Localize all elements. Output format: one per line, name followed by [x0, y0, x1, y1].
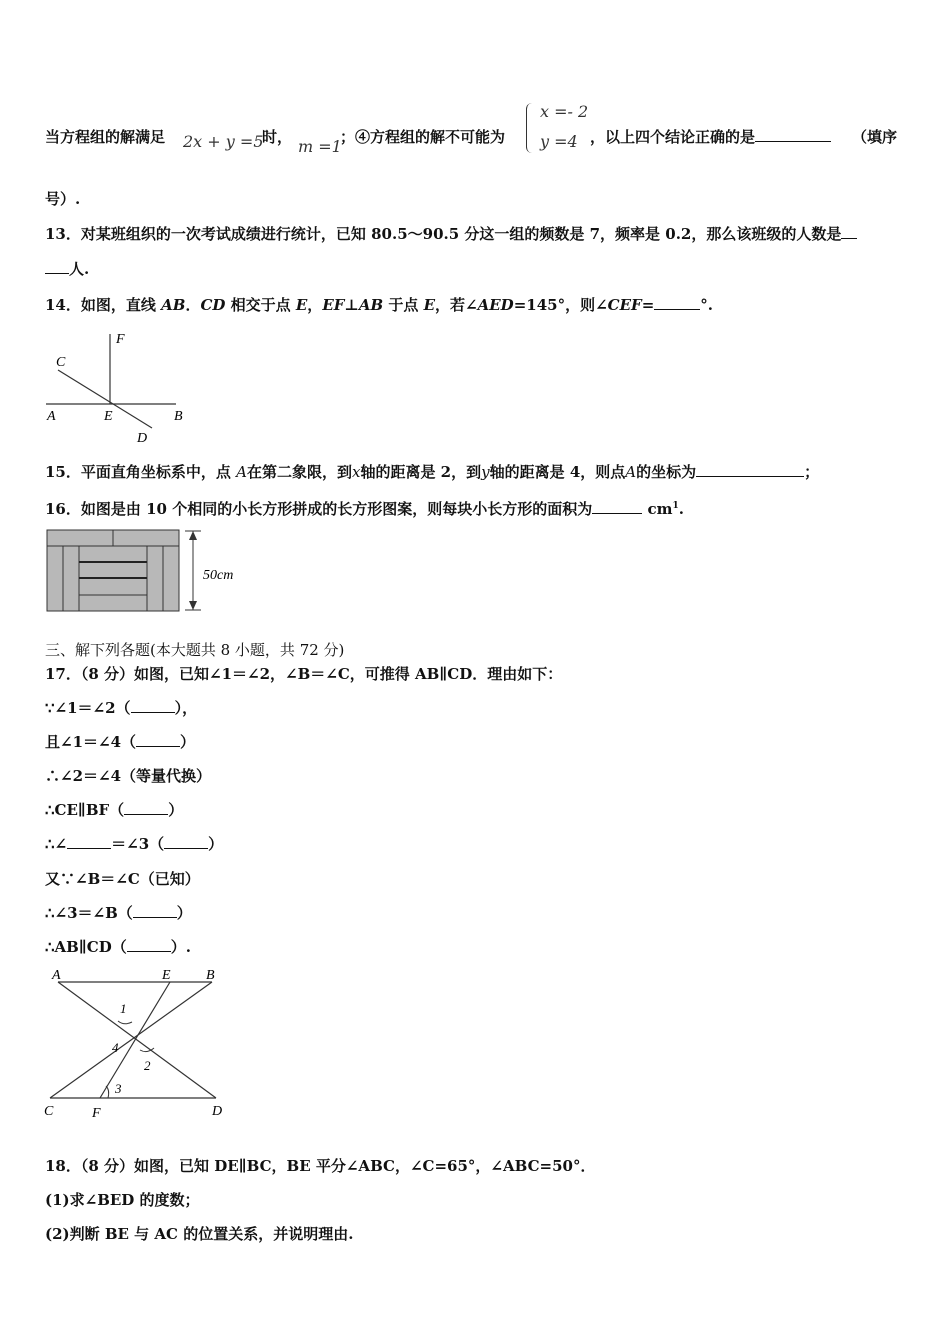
q16-dimension-label: 50cm [203, 568, 234, 583]
q17-line-ef [100, 982, 170, 1098]
q15-text: 15．平面直角坐标系中，点 A在第二象限，到x轴的距离是 2，到y轴的距离是 4，则点A的坐标为 ； [45, 463, 820, 481]
q17-intro: 17．（8 分）如图，已知∠1＝∠2，∠B＝∠C，可推得 AB∥CD．理由如下： [45, 665, 563, 683]
q17-blank-2[interactable] [136, 732, 180, 747]
q16-figure [45, 528, 255, 616]
q12-text-e: （填序 [852, 128, 898, 146]
q14-figure [40, 328, 200, 448]
q12-system-brace [526, 103, 535, 153]
q17-figure [40, 962, 240, 1122]
q14-label-a: A [47, 409, 56, 424]
q12-text-c: ；④方程组的解不可能为 [340, 128, 506, 146]
q17-blank-7[interactable] [133, 903, 177, 918]
q13-answer-blank-b[interactable] [45, 259, 69, 274]
q17-blank-5a[interactable] [67, 834, 111, 849]
q14-label-e: E [104, 409, 113, 424]
q17-blank-8[interactable] [127, 937, 171, 952]
q12-line2: 号）. [45, 190, 81, 208]
q14-label-c: C [56, 355, 66, 370]
q17-blank-5b[interactable] [164, 834, 208, 849]
q17-step-4: ∴CE∥BF（ ） [45, 801, 184, 819]
q14-label-f: F [116, 332, 125, 347]
q14-label-d: D [137, 431, 148, 446]
q17-step-8: ∴AB∥CD（ ）. [45, 938, 191, 956]
q17-blank-4[interactable] [124, 800, 168, 815]
q14-label-b: B [174, 409, 183, 424]
q17-line-bc [50, 982, 212, 1098]
q17-angle-3: 3 [115, 1081, 122, 1096]
q17-angle-1: 1 [120, 1001, 127, 1016]
q14-text: 14．如图，直线 AB．CD 相交于点 E，EF⊥AB 于点 E，若∠AED=145°，则∠CEF= °. [45, 296, 713, 314]
q18-intro: 18．（8 分）如图，已知 DE∥BC，BE 平分∠ABC，∠C=65°，∠ABC=50°． [45, 1157, 596, 1175]
q17-label-c: C [44, 1104, 54, 1119]
q16-text: 16．如图是由 10 个相同的小长方形拼成的长方形图案，则每块小长方形的面积为 $cm^1$. [45, 500, 684, 518]
q12-system-x: x =- 2 [540, 102, 589, 121]
q17-label-d: D [212, 1104, 223, 1119]
q15-answer-blank[interactable] [696, 462, 804, 477]
q17-step-2: 且∠1＝∠4（ ） [45, 733, 196, 751]
q17-label-f: F [92, 1106, 101, 1121]
q17-blank-1[interactable] [131, 698, 175, 713]
q13-answer-blank-a[interactable] [841, 224, 857, 239]
q12-line1: 当方程组的解满足 [45, 128, 166, 146]
section3-heading: 三、解下列各题(本大题共 8 小题，共 72 分) [45, 641, 345, 659]
q17-step-3: ∴∠2＝∠4（等量代换） [45, 767, 212, 785]
q17-angle-4: 4 [112, 1040, 119, 1055]
q18-part1: (1)求∠BED 的度数； [45, 1191, 200, 1209]
q17-line-ad [58, 982, 216, 1098]
q12-equation-1: 2x + y =5 [183, 132, 264, 151]
q14-answer-blank[interactable] [654, 295, 700, 310]
q12-text-d: ，以上四个结论正确的是 [590, 127, 831, 147]
q17-step-1: ∵∠1＝∠2（ ）， [45, 699, 198, 717]
q17-label-b: B [206, 968, 215, 983]
q17-step-5: ∴∠ ＝∠3（ ） [45, 835, 224, 853]
q17-step-6: 又∵∠B＝∠C（已知） [45, 870, 200, 888]
q12-equation-2: m =1 [298, 137, 342, 156]
q17-label-a: A [52, 968, 61, 983]
q13-line2: 人. [45, 259, 89, 279]
q16-answer-blank[interactable] [592, 499, 642, 514]
q12-answer-blank[interactable] [755, 127, 831, 142]
q17-step-7: ∴∠3＝∠B（ ） [45, 904, 192, 922]
q17-angle-2: 2 [144, 1058, 151, 1073]
q12-system-y: y =4 [540, 132, 578, 151]
q13-line1: 13．对某班组织的一次考试成绩进行统计，已知 80.5～90.5 分这一组的频数是 7，频率是 0.2，那么该班级的人数是 [45, 224, 857, 244]
q18-part2: (2)判断 BE 与 AC 的位置关系，并说明理由. [45, 1225, 354, 1243]
q17-label-e: E [162, 968, 171, 983]
q12-text-b: 时， [262, 128, 293, 146]
